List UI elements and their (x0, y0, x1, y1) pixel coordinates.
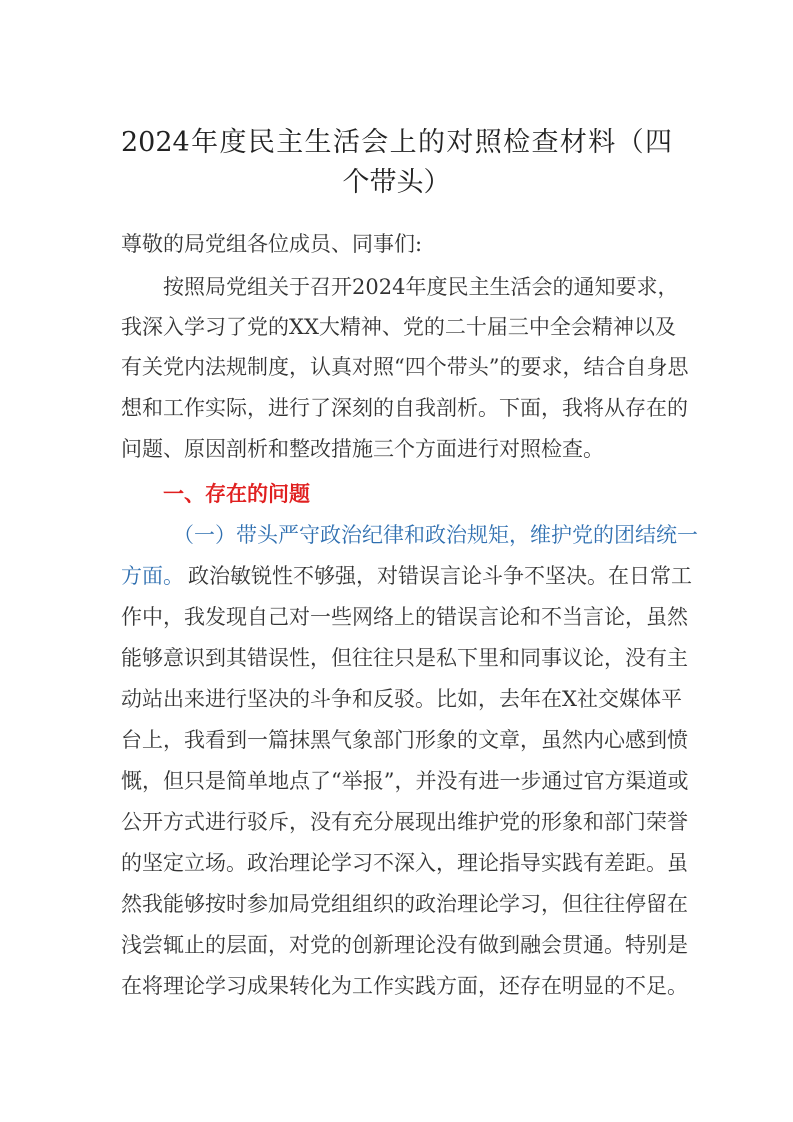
intro-line: 想和工作实际，进行了深刻的自我剖析。下面，我将从存在的 (121, 396, 688, 420)
body-line: 作中，我发现自己对一些网络上的错误言论和不当言论，虽然 (121, 605, 688, 629)
greeting: 尊敬的局党组各位成员、同事们: (121, 232, 423, 256)
subsection-text: 政治敏锐性不够强，对错误言论斗争不坚决。在日常工 (188, 564, 692, 588)
body-line: 然我能够按时参加局党组组织的政治理论学习，但往往停留在 (121, 892, 688, 916)
document-title-line-1: 2024年度民主生活会上的对照检查材料（四 (121, 127, 672, 158)
intro-line: 有关党内法规制度，认真对照“四个带头”的要求，结合自身思 (121, 355, 689, 379)
intro-line: 问题、原因剖析和整改措施三个方面进行对照检查。 (121, 437, 604, 461)
intro-line: 我深入学习了党的XX大精神、党的二十届三中全会精神以及 (121, 315, 676, 339)
subsection-heading-end: 方面。 (121, 564, 184, 588)
body-line: 浅尝辄止的层面，对党的创新理论没有做到融会贯通。特别是 (121, 933, 688, 957)
body-line: 公开方式进行驳斥，没有充分展现出维护党的形象和部门荣誉 (121, 810, 688, 834)
body-line: 台上，我看到一篇抹黑气象部门形象的文章，虽然内心感到愤 (121, 728, 688, 752)
body-line: 的坚定立场。政治理论学习不深入，理论指导实践有差距。虽 (121, 851, 688, 875)
body-line: 在将理论学习成果转化为工作实践方面，还存在明显的不足。 (121, 974, 688, 998)
section-heading: 一、存在的问题 (163, 482, 310, 506)
body-line: 动站出来进行坚决的斗争和反驳。比如，去年在X社交媒体平 (121, 687, 682, 711)
subsection-heading: （一）带头严守政治纪律和政治规矩，维护党的团结统一 (173, 523, 698, 547)
body-line: 慨，但只是简单地点了“举报”，并没有进一步通过官方渠道或 (121, 769, 689, 793)
document-title-line-2: 个带头） (342, 167, 451, 198)
subsection-line (121, 561, 692, 591)
body-line: 能够意识到其错误性，但往往只是私下里和同事议论，没有主 (121, 646, 688, 670)
intro-line: 按照局党组关于召开2024年度民主生活会的通知要求， (163, 275, 679, 299)
